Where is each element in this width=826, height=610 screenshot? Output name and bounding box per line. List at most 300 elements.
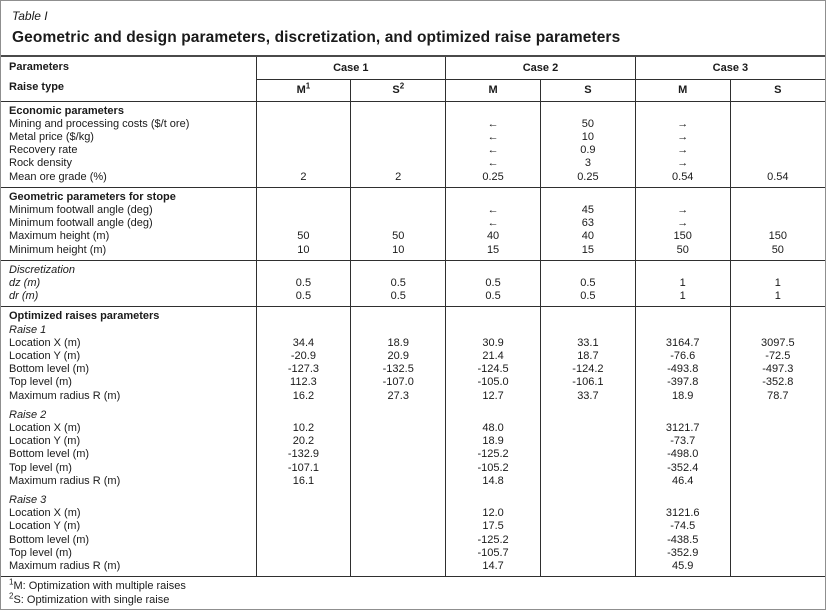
cell-value: -105.0 [446,376,541,389]
cell-value [730,488,825,507]
cell-value: 2 [351,171,446,188]
cell-value [730,403,825,422]
table-row [1,118,825,131]
cell-value [351,307,446,324]
row-label: dz (m) [9,276,41,289]
cell-value [730,157,825,170]
cell-value [351,534,446,547]
cell-value: -132.5 [351,363,446,376]
row-label: dr (m) [9,290,39,303]
cell-value [730,560,825,576]
cell-value [730,217,825,230]
row-label: Location Y (m) [9,435,81,448]
cell-value: 40 [446,230,541,243]
cell-value: 27.3 [351,390,446,403]
cell-value: 1 [635,290,730,307]
row-label: Raise 3 [9,493,47,506]
cell-value: 15 [446,244,541,261]
cell-value: -127.3 [256,363,351,376]
cell-value [730,260,825,277]
case-3-header: Case 3 [635,57,825,79]
cell-value: 3164.7 [635,337,730,350]
col-header-case2-m [446,79,541,101]
cell-value: 14.8 [446,475,541,488]
table-row [1,448,825,461]
cell-value: 50 [635,244,730,261]
cell-value [446,307,541,324]
cell-value: -493.8 [635,363,730,376]
table-row [1,144,825,157]
cell-value [351,422,446,435]
cell-value [256,131,351,144]
cell-value: 18.9 [446,435,541,448]
cell-value: 63 [540,217,635,230]
cell-value: ← [446,217,541,230]
cell-value [540,260,635,277]
row-label: Economic parameters [9,104,124,117]
cell-value: 16.2 [256,390,351,403]
cell-value [256,534,351,547]
cell-value: → [635,144,730,157]
cell-value: -438.5 [635,534,730,547]
footnote-sup: 2 [9,591,14,601]
row-label: Discretization [9,263,76,276]
cell-value [446,187,541,204]
cell-value: 45.9 [635,560,730,576]
col-header-sup: 1 [305,81,311,91]
cell-value [635,488,730,507]
cell-value: -497.3 [730,363,825,376]
cell-value: 78.7 [730,390,825,403]
cell-value: 40 [540,230,635,243]
cell-value [540,324,635,337]
table-row [1,422,825,435]
table-row [1,157,825,170]
cell-value: ← [446,157,541,170]
table-row [1,324,825,337]
cell-value: 3121.6 [635,507,730,520]
col-header-text: S [584,84,592,96]
row-label: Minimum height (m) [9,243,107,256]
cell-value [635,403,730,422]
cell-value: 112.3 [256,376,351,389]
cell-value: -352.9 [635,547,730,560]
cell-value: 46.4 [635,475,730,488]
row-label: Bottom level (m) [9,533,90,546]
cell-value: 20.9 [351,350,446,363]
cell-value: 1 [635,277,730,290]
cell-value [256,547,351,560]
cell-value: -106.1 [540,376,635,389]
table-row [1,488,825,507]
table-row [1,547,825,560]
cell-value: ← [446,204,541,217]
footnote-text: S: Optimization with single raise [13,593,170,606]
cell-value: 0.25 [446,171,541,188]
cell-value: -105.2 [446,462,541,475]
table-row [1,376,825,389]
cell-value [351,547,446,560]
cell-value [351,204,446,217]
cell-value [351,520,446,533]
cell-value: ← [446,118,541,131]
cell-value: 0.54 [635,171,730,188]
table-row [1,260,825,277]
cell-value [351,187,446,204]
table-row [1,290,825,307]
cell-value: → [635,131,730,144]
cell-value: 33.7 [540,390,635,403]
cell-value: ← [446,131,541,144]
cell-value: -397.8 [635,376,730,389]
cell-value [730,131,825,144]
cell-value: -105.7 [446,547,541,560]
case-1-header: Case 1 [256,57,446,79]
row-label: Top level (m) [9,461,72,474]
cell-value: 12.7 [446,390,541,403]
row-label: Mean ore grade (%) [9,170,107,183]
table-row [1,403,825,422]
cell-value: 1 [730,290,825,307]
cell-value: → [635,157,730,170]
cell-value [730,118,825,131]
cell-value: 0.5 [446,290,541,307]
cell-value: 45 [540,204,635,217]
cell-value [351,131,446,144]
row-label: Metal price ($/kg) [9,130,94,143]
row-label: Optimized raises parameters [9,310,160,323]
cell-value: 34.4 [256,337,351,350]
cell-value [730,204,825,217]
cell-value [635,260,730,277]
table-row [1,244,825,261]
cell-value: 21.4 [446,350,541,363]
cell-value: -73.7 [635,435,730,448]
cell-value [635,307,730,324]
cell-value: -125.2 [446,534,541,547]
footnote-single-raise [9,591,817,608]
header-row-cases [1,57,825,79]
cell-value [540,422,635,435]
cell-value [635,324,730,337]
cell-value [256,101,351,118]
cell-value: 0.54 [730,171,825,188]
parameters-table [1,57,825,576]
cell-value: -72.5 [730,350,825,363]
cell-value: 16.1 [256,475,351,488]
table-row [1,101,825,118]
cell-value [540,488,635,507]
table-caption [1,1,825,57]
col-header-case1-s [351,79,446,101]
cell-value [256,507,351,520]
footnote-text: M: Optimization with multiple raises [13,580,186,593]
row-label: Bottom level (m) [9,448,90,461]
cell-value [351,435,446,448]
cell-value [256,157,351,170]
section-optimized-raises-parameters [1,307,825,576]
cell-value: → [635,204,730,217]
footnotes [1,576,825,610]
row-label: Minimum footwall angle (deg) [9,217,153,230]
cell-value: 2 [256,171,351,188]
cell-value [351,101,446,118]
cell-value: 0.5 [540,290,635,307]
cell-value: 0.5 [351,277,446,290]
cell-value [730,144,825,157]
cell-value: 0.5 [351,290,446,307]
cell-value: -132.9 [256,448,351,461]
cell-value: 0.5 [446,277,541,290]
cell-value: 3121.7 [635,422,730,435]
cell-value [351,488,446,507]
row-label: Bottom level (m) [9,363,90,376]
cell-value [730,534,825,547]
cell-value: -125.2 [446,448,541,461]
cell-value [351,144,446,157]
cell-value [730,324,825,337]
cell-value [730,422,825,435]
row-label: Top level (m) [9,376,72,389]
cell-value: -107.0 [351,376,446,389]
cell-value [540,547,635,560]
cell-value: -107.1 [256,462,351,475]
table-row [1,230,825,243]
table-header [1,57,825,101]
case-2-header: Case 2 [446,57,636,79]
cell-value: 17.5 [446,520,541,533]
cell-value [540,560,635,576]
cell-value [351,403,446,422]
row-label: Location X (m) [9,507,81,520]
col-header-sup: 2 [399,81,405,91]
cell-value: 18.7 [540,350,635,363]
section-economic-parameters [1,101,825,187]
row-label: Location Y (m) [9,520,81,533]
cell-value [446,101,541,118]
row-label: Maximum height (m) [9,230,110,243]
cell-value [635,101,730,118]
cell-value: 20.2 [256,435,351,448]
col-header-text: M [296,84,306,96]
cell-value [730,448,825,461]
cell-value [446,324,541,337]
row-label: Maximum radius R (m) [9,560,121,572]
cell-value [540,462,635,475]
cell-value: 0.9 [540,144,635,157]
cell-value [446,260,541,277]
col-header-case1-m [256,79,351,101]
cell-value: -498.0 [635,448,730,461]
row-label: Maximum radius R (m) [9,389,121,402]
cell-value: -352.8 [730,376,825,389]
col-header-case3-m [635,79,730,101]
cell-value [635,187,730,204]
table-row [1,475,825,488]
cell-value: -76.6 [635,350,730,363]
table-row [1,390,825,403]
cell-value [256,217,351,230]
cell-value [730,507,825,520]
cell-value: → [635,118,730,131]
table-row [1,131,825,144]
cell-value: -20.9 [256,350,351,363]
cell-value: 18.9 [351,337,446,350]
cell-value [540,403,635,422]
cell-value [256,118,351,131]
col-header-case2-s [540,79,635,101]
cell-value: 0.5 [256,277,351,290]
parameters-label: Parameters [9,61,69,73]
cell-value [351,118,446,131]
section-geometric-parameters [1,187,825,260]
table-row [1,187,825,204]
cell-value: 50 [540,118,635,131]
table-row [1,435,825,448]
cell-value: 50 [351,230,446,243]
cell-value [256,260,351,277]
row-label: Geometric parameters for stope [9,190,176,203]
table-row [1,462,825,475]
cell-value [351,462,446,475]
col-header-text: M [488,84,498,96]
parameters-header-cell [1,57,256,101]
cell-value [351,157,446,170]
table-row [1,204,825,217]
cell-value: 0.5 [256,290,351,307]
table-row [1,337,825,350]
cell-value [256,403,351,422]
cell-value [540,307,635,324]
cell-value: 10 [256,244,351,261]
cell-value: 150 [730,230,825,243]
section-discretization [1,260,825,307]
cell-value [351,260,446,277]
table-title: Geometric and design parameters, discretization, and optimized raise parameters [12,29,621,46]
table-row [1,277,825,290]
cell-value [730,462,825,475]
cell-value [256,307,351,324]
cell-value [256,488,351,507]
cell-value [351,217,446,230]
cell-value: → [635,217,730,230]
cell-value [256,324,351,337]
cell-value [256,560,351,576]
cell-value: 10 [540,131,635,144]
table-row [1,171,825,188]
col-header-text: S [392,84,400,96]
col-header-case3-s [730,79,825,101]
cell-value: 30.9 [446,337,541,350]
cell-value [256,204,351,217]
cell-value: 3 [540,157,635,170]
cell-value [256,520,351,533]
footnote-multiple-raises [9,577,817,594]
cell-value: 0.25 [540,171,635,188]
cell-value [540,101,635,118]
cell-value [256,187,351,204]
cell-value: 0.5 [540,277,635,290]
cell-value [730,307,825,324]
cell-value: 33.1 [540,337,635,350]
row-label: Location Y (m) [9,349,81,362]
raise-type-label: Raise type [9,81,65,93]
cell-value [540,534,635,547]
cell-value [540,520,635,533]
cell-value [256,144,351,157]
cell-value: 18.9 [635,390,730,403]
cell-value [730,520,825,533]
cell-value: -74.5 [635,520,730,533]
cell-value [730,435,825,448]
cell-value: 48.0 [446,422,541,435]
cell-value: ← [446,144,541,157]
cell-value: 10 [351,244,446,261]
cell-value [351,448,446,461]
cell-value: 12.0 [446,507,541,520]
cell-value [351,324,446,337]
cell-value [540,475,635,488]
cell-value [540,435,635,448]
table-row [1,507,825,520]
cell-value [730,547,825,560]
cell-value [730,101,825,118]
cell-value [446,403,541,422]
cell-value [446,488,541,507]
row-label: Top level (m) [9,546,72,559]
cell-value: -124.5 [446,363,541,376]
cell-value: 50 [256,230,351,243]
row-label: Rock density [9,157,72,170]
cell-value [540,187,635,204]
cell-value: 1 [730,277,825,290]
cell-value: 10.2 [256,422,351,435]
row-label: Maximum radius R (m) [9,474,121,487]
col-header-text: S [774,84,782,96]
row-label: Location X (m) [9,336,81,349]
col-header-text: M [678,84,688,96]
table-row [1,560,825,576]
cell-value: -352.4 [635,462,730,475]
table-row [1,350,825,363]
table-row [1,363,825,376]
row-label: Raise 1 [9,323,47,336]
cell-value [730,187,825,204]
table-number-label: Table I [12,9,48,23]
cell-value [351,475,446,488]
table-row [1,520,825,533]
cell-value [351,560,446,576]
row-label: Raise 2 [9,408,47,421]
cell-value: 14.7 [446,560,541,576]
row-label: Mining and processing costs ($/t ore) [9,117,190,130]
row-label: Minimum footwall angle (deg) [9,203,153,216]
table-row [1,534,825,547]
cell-value: 3097.5 [730,337,825,350]
cell-value [351,507,446,520]
row-label: Location X (m) [9,421,81,434]
cell-value: -124.2 [540,363,635,376]
table-row [1,307,825,324]
table-row [1,217,825,230]
cell-value [730,475,825,488]
footnote-sup: 1 [9,577,14,587]
cell-value: 50 [730,244,825,261]
row-label: Recovery rate [9,144,78,157]
cell-value [540,448,635,461]
cell-value: 150 [635,230,730,243]
cell-value [540,507,635,520]
